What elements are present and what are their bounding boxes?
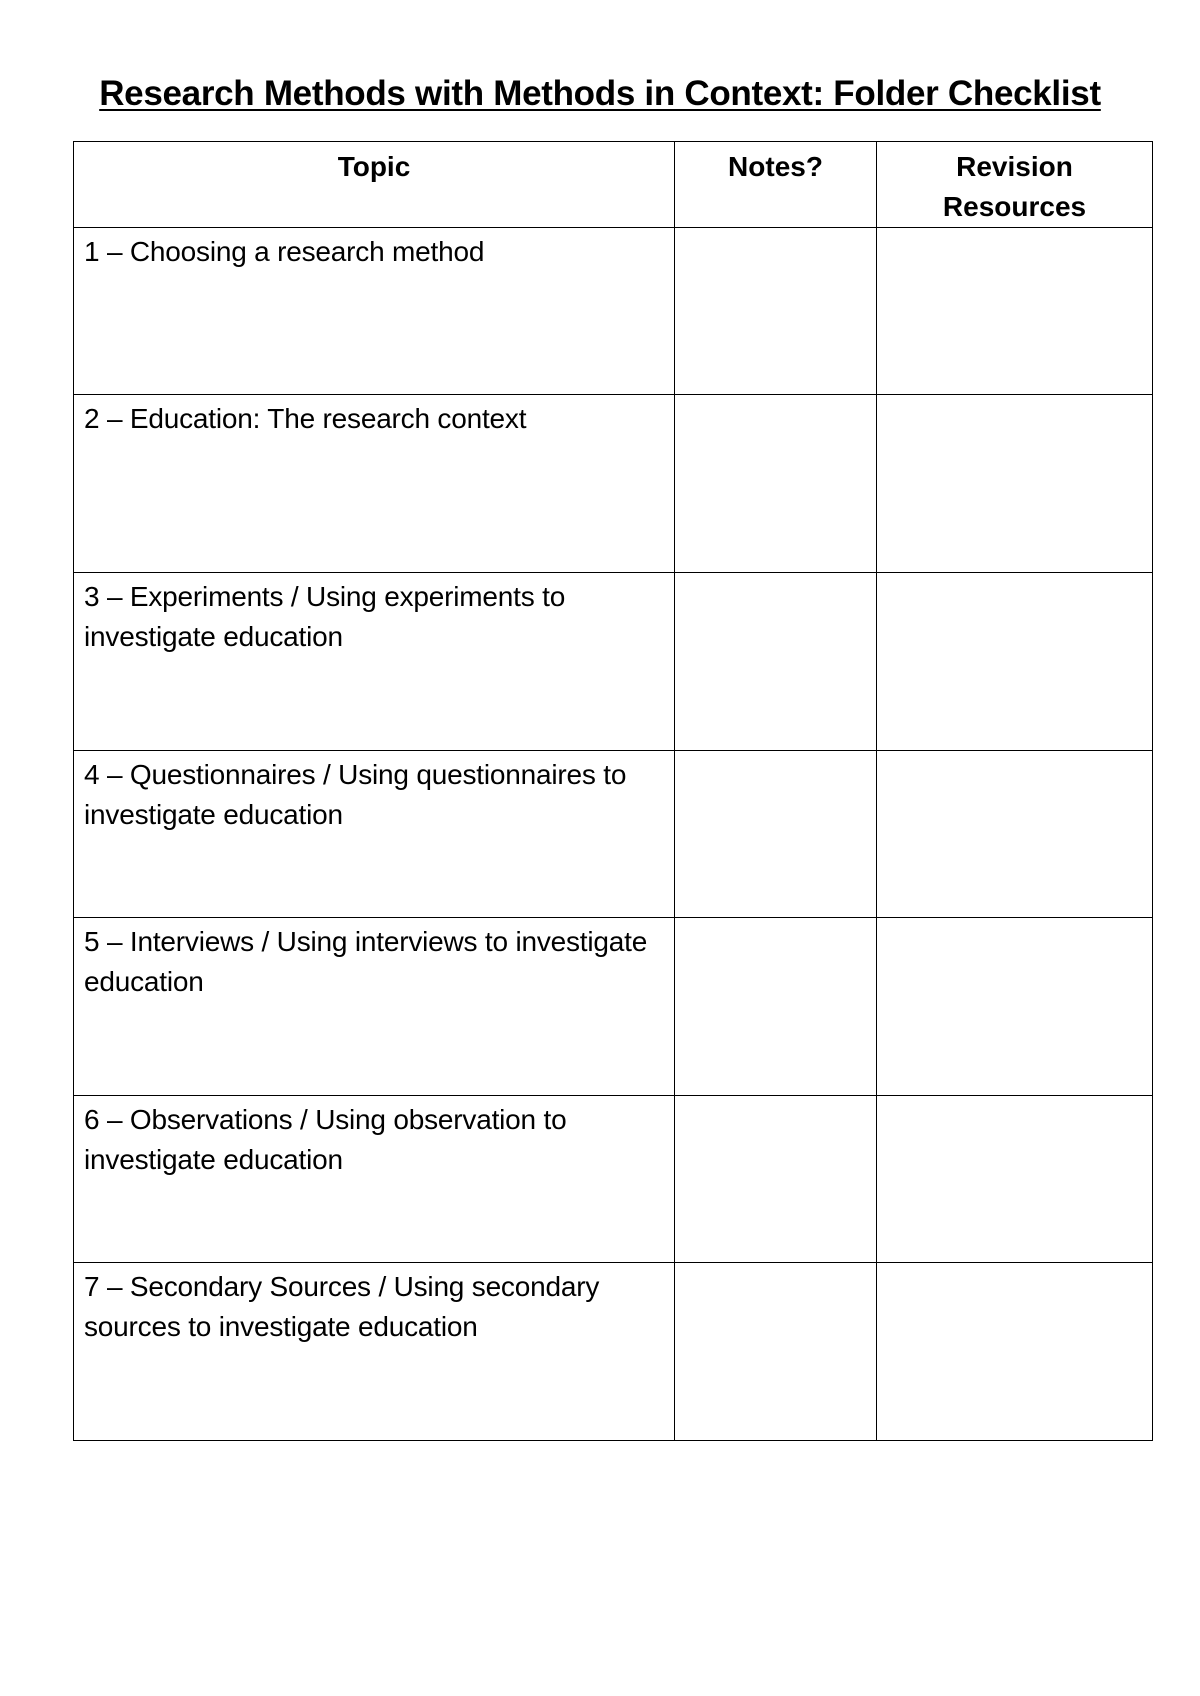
- topic-cell: 4 – Questionnaires / Using questionnaires to investigate education: [74, 751, 675, 918]
- revision-cell[interactable]: [877, 1263, 1153, 1441]
- revision-cell[interactable]: [877, 573, 1153, 751]
- revision-cell[interactable]: [877, 228, 1153, 395]
- topic-cell: 5 – Interviews / Using interviews to investigate education: [74, 918, 675, 1096]
- table-row: [74, 751, 1153, 918]
- notes-column-header: Notes?: [675, 142, 877, 228]
- table-row: [74, 573, 1153, 751]
- revision-cell[interactable]: [877, 1096, 1153, 1263]
- table-row: [74, 395, 1153, 573]
- notes-cell[interactable]: [675, 1263, 877, 1441]
- notes-cell[interactable]: [675, 1096, 877, 1263]
- topic-cell: 2 – Education: The research context: [74, 395, 675, 573]
- table-row: [74, 228, 1153, 395]
- topic-cell: 7 – Secondary Sources / Using secondary sources to investigate education: [74, 1263, 675, 1441]
- table-row: [74, 918, 1153, 1096]
- topic-column-header: Topic: [74, 142, 675, 228]
- table-row: [74, 1263, 1153, 1441]
- notes-cell[interactable]: [675, 395, 877, 573]
- notes-cell[interactable]: [675, 228, 877, 395]
- topic-cell: 3 – Experiments / Using experiments to investigate education: [74, 573, 675, 751]
- table-header-row: [74, 142, 1153, 228]
- topic-cell: 1 – Choosing a research method: [74, 228, 675, 395]
- table-row: [74, 1096, 1153, 1263]
- notes-cell[interactable]: [675, 751, 877, 918]
- topic-cell: 6 – Observations / Using observation to investigate education: [74, 1096, 675, 1263]
- notes-cell[interactable]: [675, 573, 877, 751]
- folder-checklist-table: [73, 141, 1153, 1441]
- page-title: Research Methods with Methods in Context: Folder Checklist: [99, 74, 1101, 113]
- revision-cell[interactable]: [877, 751, 1153, 918]
- revision-cell[interactable]: [877, 395, 1153, 573]
- notes-cell[interactable]: [675, 918, 877, 1096]
- revision-column-header: Revision Resources: [877, 142, 1153, 228]
- revision-cell[interactable]: [877, 918, 1153, 1096]
